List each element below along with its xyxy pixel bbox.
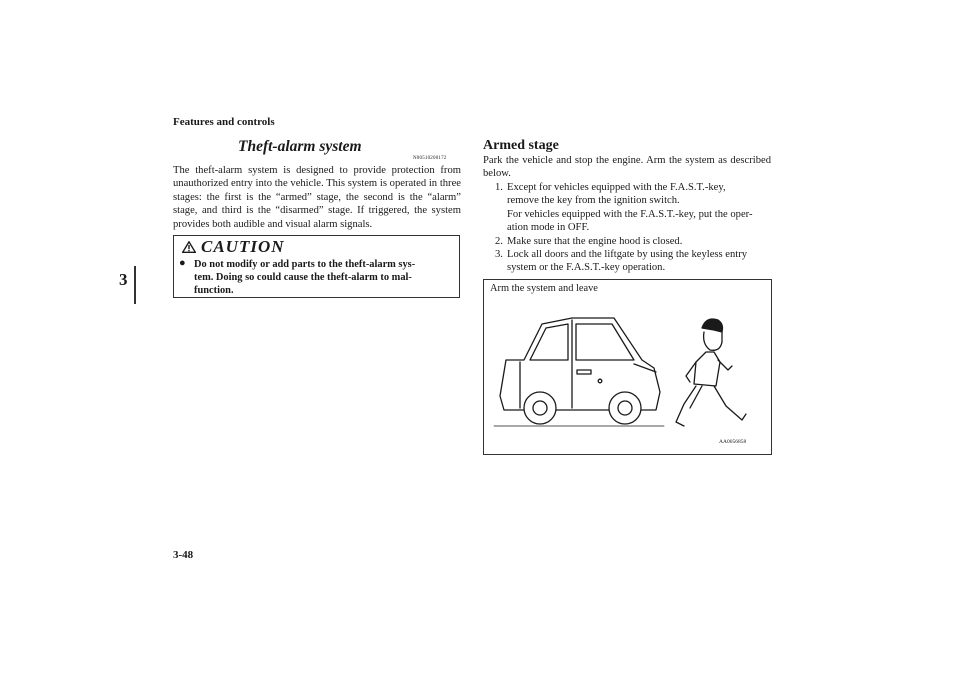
- illustration-figure: [483, 279, 772, 455]
- list-item-text: [507, 248, 771, 275]
- section-title: Theft-alarm system: [238, 138, 362, 155]
- car-rear-window: [576, 324, 634, 360]
- warning-triangle-icon: [182, 241, 196, 253]
- chapter-number: 3: [119, 270, 128, 289]
- walking-person: [676, 319, 746, 426]
- list-item-line: remove the key from the ignition switch.: [507, 195, 680, 207]
- list-item-line: Except for vehicles equipped with the F.A.S.T.-key,: [507, 182, 726, 193]
- list-item-number: 1.: [495, 182, 503, 193]
- caution-text: [194, 258, 451, 298]
- figure-id: AA0056858: [719, 439, 747, 445]
- section-intro: The theft-alarm system is designed to provide protection from unauthorized entry into the vehicle. This system is operated in three stages: the first is the “armed” stage, the second is the “alarm” stage, and third is the “disarmed” stage. If triggered, the system provides both audible and visual alarm signals.: [173, 165, 461, 230]
- list-item-line: system or the F.A.S.T.-key operation.: [507, 262, 666, 274]
- caution-box: [173, 235, 460, 298]
- page-number: 3-48: [173, 549, 194, 561]
- armed-stage-intro: Park the vehicle and stop the engine. Arm the system as described below.: [483, 155, 771, 180]
- caution-text-line: function.: [194, 285, 234, 297]
- car-wheel: [609, 392, 641, 424]
- list-item-line: For vehicles equipped with the F.A.S.T.-key, put the oper-: [507, 208, 753, 220]
- caution-text-line: tem. Doing so could cause the theft-alarm to mal-: [194, 272, 412, 284]
- chapter-tab-bar: [134, 266, 136, 304]
- car-wheel: [524, 392, 556, 424]
- caution-title: CAUTION: [201, 237, 285, 256]
- list-item-line: Lock all doors and the liftgate by using the keyless entry: [507, 249, 748, 260]
- list-item-text: Make sure that the engine hood is closed.: [507, 236, 683, 247]
- list-item-number: 2.: [495, 236, 503, 247]
- section-code: N00510200172: [413, 156, 447, 161]
- caution-text-line: Do not modify or add parts to the theft-alarm sys-: [194, 259, 416, 270]
- car-front-window: [530, 324, 568, 360]
- car-and-person-illustration: [484, 280, 771, 454]
- armed-stage-heading: Armed stage: [483, 138, 559, 153]
- list-item-line: ation mode in OFF.: [507, 222, 590, 234]
- bullet-icon: ●: [179, 257, 186, 269]
- list-item-text: [507, 181, 771, 235]
- running-header: Features and controls: [173, 116, 275, 128]
- list-item-number: 3.: [495, 249, 503, 260]
- figure-caption: Arm the system and leave: [490, 283, 598, 294]
